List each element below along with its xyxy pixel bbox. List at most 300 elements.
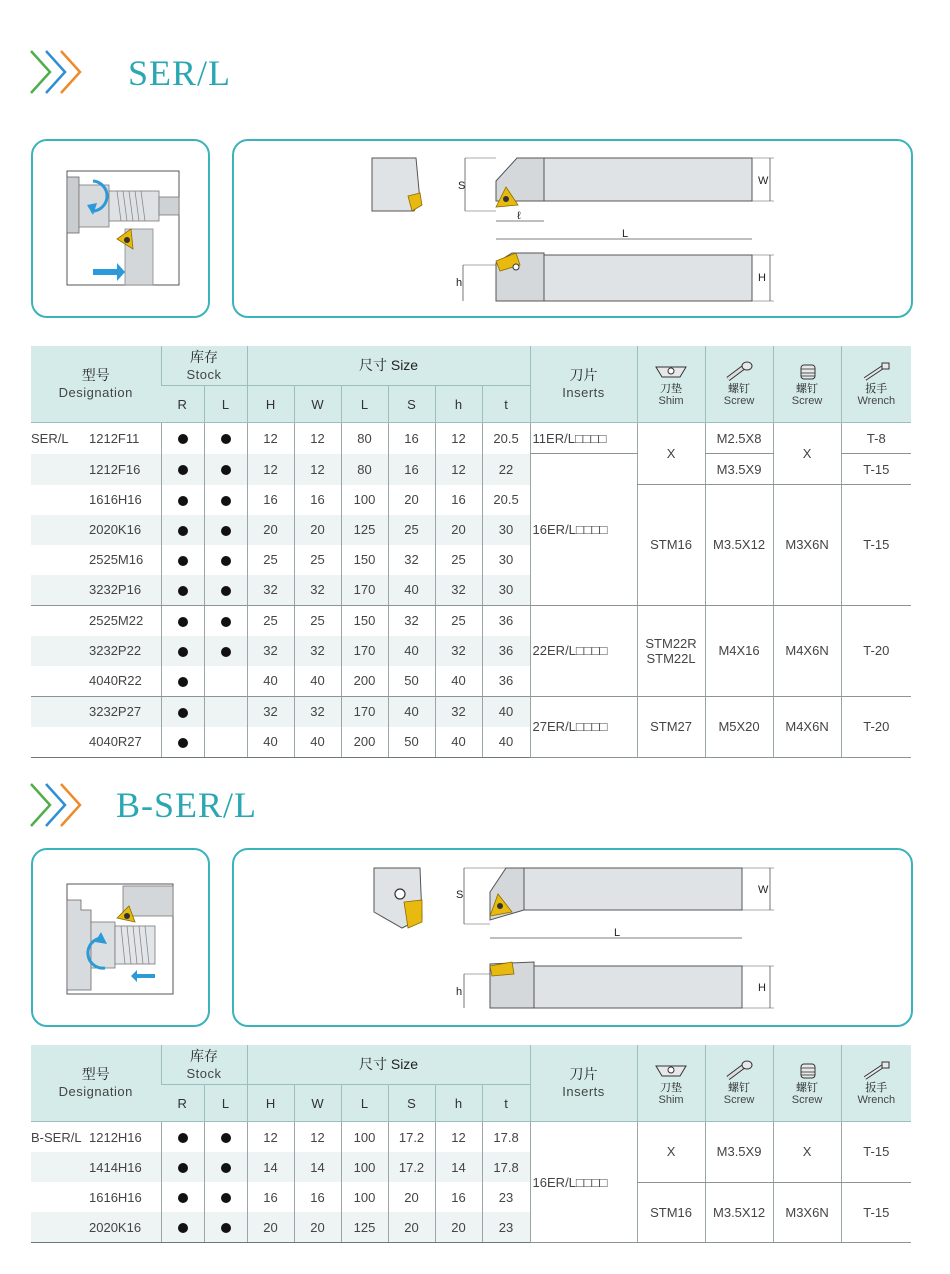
in-stock-dot-icon xyxy=(178,526,188,536)
dimension-cell: 17.8 xyxy=(482,1152,530,1182)
screw-header xyxy=(705,346,773,423)
inserts-header-cn: 刀片 xyxy=(569,1066,598,1082)
dimension-cell: 20 xyxy=(388,1212,435,1243)
dimension-cell: 20 xyxy=(388,485,435,515)
stock-l-cell xyxy=(204,454,247,485)
dimension-cell: 36 xyxy=(482,666,530,697)
dimension-cell: 25 xyxy=(294,545,341,575)
shim-cell: X xyxy=(637,1122,705,1183)
dim-label: W xyxy=(311,396,324,412)
shim-cell: X xyxy=(637,423,705,485)
dimension-cell: 17.8 xyxy=(482,1122,530,1153)
dim-label: S xyxy=(407,396,416,412)
wrench-header xyxy=(841,346,911,423)
designation-header xyxy=(31,346,161,423)
dimension-cell: 32 xyxy=(388,605,435,636)
screw-header xyxy=(705,1045,773,1122)
screw-header-en: Screw xyxy=(723,395,755,407)
dimension-cell: 32 xyxy=(247,636,294,666)
dimension-cell: 30 xyxy=(482,545,530,575)
dimension-cell: 36 xyxy=(482,605,530,636)
in-stock-dot-icon xyxy=(221,1223,231,1233)
svg-text:S: S xyxy=(458,180,466,192)
stock-r-cell xyxy=(161,1152,204,1182)
dim-header xyxy=(341,1085,388,1122)
wrench-cell: T-20 xyxy=(841,696,911,757)
stock-r-cell xyxy=(161,727,204,758)
dim-header xyxy=(435,1085,482,1122)
model-code: 1616H16 xyxy=(89,492,142,507)
stock-r-cell xyxy=(161,605,204,636)
dimension-cell: 12 xyxy=(435,1122,482,1153)
svg-text:h: h xyxy=(456,986,463,998)
table-row xyxy=(31,423,911,454)
series-prefix: SER/L xyxy=(31,430,69,446)
svg-text:S: S xyxy=(456,889,464,901)
dim-label: H xyxy=(265,1095,276,1111)
spec-table-bser xyxy=(31,1045,911,1243)
in-stock-dot-icon xyxy=(178,1223,188,1233)
size-header xyxy=(247,1045,530,1085)
stock-header-cn: 库存 xyxy=(190,1047,218,1064)
dimension-cell: 22 xyxy=(482,454,530,485)
model-code: 2020K16 xyxy=(89,1219,142,1235)
dimension-diagram-panel xyxy=(232,848,913,1027)
dimension-cell: 40 xyxy=(294,727,341,758)
dim-header xyxy=(247,386,294,423)
designation-cell xyxy=(31,1212,161,1243)
inserts-cell: 16ER/L□□□□ xyxy=(530,1122,637,1243)
shim-header-cn: 刀垫 xyxy=(660,383,683,395)
toolholder-dimension-diagram xyxy=(234,850,911,1025)
screw-cell: M3.5X12 xyxy=(705,1182,773,1243)
model-code: 3232P27 xyxy=(89,704,142,719)
chevron-logo-icon xyxy=(28,48,90,96)
stock-r-cell xyxy=(161,575,204,606)
wrench-header-cn: 扳手 xyxy=(865,1082,888,1094)
in-stock-dot-icon xyxy=(178,708,188,718)
screw-cell: M2.5X8 xyxy=(705,423,773,454)
screw2-cell: X xyxy=(773,423,841,485)
dimension-cell: 12 xyxy=(435,454,482,485)
stock-l-cell xyxy=(204,1122,247,1153)
dimension-cell: 32 xyxy=(247,696,294,727)
dimension-cell: 125 xyxy=(341,515,388,545)
screw2-header-cn: 螺钉 xyxy=(796,383,819,395)
model-code: 2525M22 xyxy=(89,613,144,628)
dimension-cell: 20 xyxy=(435,1212,482,1243)
dimension-cell: 36 xyxy=(482,636,530,666)
dimension-cell: 25 xyxy=(388,515,435,545)
shim-header-en: Shim xyxy=(658,1094,684,1106)
screw2-cell: M4X6N xyxy=(773,696,841,757)
model-code: 1212F11 xyxy=(89,430,140,446)
screw2-header-en: Screw xyxy=(791,395,823,407)
wrench-icon xyxy=(842,361,912,383)
dimension-cell: 32 xyxy=(294,696,341,727)
dimension-cell: 20 xyxy=(294,1212,341,1243)
designation-cell xyxy=(31,666,161,697)
stock-l-cell xyxy=(204,636,247,666)
designation-cell xyxy=(31,1122,161,1153)
dimension-cell: 40 xyxy=(482,727,530,758)
in-stock-dot-icon xyxy=(178,1163,188,1173)
dimension-cell: 50 xyxy=(388,727,435,758)
in-stock-dot-icon xyxy=(178,738,188,748)
dimension-cell: 50 xyxy=(388,666,435,697)
screw2-header xyxy=(773,1045,841,1122)
dimension-cell: 20 xyxy=(247,515,294,545)
screw-cell: M5X20 xyxy=(705,696,773,757)
svg-text:L: L xyxy=(614,927,621,939)
screw2-header-en: Screw xyxy=(791,1094,823,1106)
in-stock-dot-icon xyxy=(178,434,188,444)
dim-header xyxy=(388,1085,435,1122)
model-code: 2020K16 xyxy=(89,522,142,537)
svg-text:h: h xyxy=(456,277,463,289)
designation-cell xyxy=(31,605,161,636)
dimension-cell: 16 xyxy=(388,423,435,454)
dimension-cell: 12 xyxy=(247,454,294,485)
series-prefix: B-SER/L xyxy=(31,1129,82,1145)
dimension-cell: 32 xyxy=(435,696,482,727)
table-row xyxy=(31,1122,911,1153)
dimension-cell: 20 xyxy=(247,1212,294,1243)
stock-header-cn: 库存 xyxy=(190,348,218,365)
dimension-cell: 200 xyxy=(341,727,388,758)
designation-cell xyxy=(31,545,161,575)
dimension-cell: 16 xyxy=(294,1182,341,1212)
dim-header xyxy=(435,386,482,423)
table-header-row xyxy=(31,346,911,386)
dimension-cell: 40 xyxy=(247,727,294,758)
table-row xyxy=(31,605,911,636)
dimension-cell: 20 xyxy=(388,1182,435,1212)
dimension-cell: 40 xyxy=(294,666,341,697)
shim-cell: STM16 xyxy=(637,485,705,606)
stock-l-cell xyxy=(204,605,247,636)
shim-icon xyxy=(638,361,705,383)
inserts-header xyxy=(530,346,637,423)
stock-r-header xyxy=(161,1085,204,1122)
wrench-cell: T-20 xyxy=(841,605,911,696)
in-stock-dot-icon xyxy=(178,586,188,596)
dimension-cell: 12 xyxy=(247,423,294,454)
wrench-cell: T-8 xyxy=(841,423,911,454)
in-stock-dot-icon xyxy=(178,647,188,657)
dimension-cell: 40 xyxy=(435,666,482,697)
dimension-cell: 100 xyxy=(341,1122,388,1153)
size-header xyxy=(247,346,530,386)
in-stock-dot-icon xyxy=(221,556,231,566)
dimension-cell: 20 xyxy=(294,515,341,545)
designation-cell xyxy=(31,515,161,545)
screw2-cell: M4X6N xyxy=(773,605,841,696)
dimension-cell: 40 xyxy=(388,636,435,666)
dimension-cell: 14 xyxy=(435,1152,482,1182)
model-code: 4040R22 xyxy=(89,673,142,688)
in-stock-dot-icon xyxy=(221,496,231,506)
designation-cell xyxy=(31,423,161,454)
designation-header xyxy=(31,1045,161,1122)
inserts-header-en: Inserts xyxy=(562,385,605,400)
dimension-cell: 40 xyxy=(482,696,530,727)
dim-label: W xyxy=(311,1095,324,1111)
dimension-cell: 170 xyxy=(341,575,388,606)
stock-r-cell xyxy=(161,636,204,666)
threading-illustration xyxy=(33,141,208,316)
inserts-header xyxy=(530,1045,637,1122)
dimension-cell: 170 xyxy=(341,696,388,727)
wrench-icon xyxy=(842,1060,912,1082)
screw-icon xyxy=(706,1060,773,1082)
stock-l-label: L xyxy=(221,1095,230,1111)
designation-cell xyxy=(31,636,161,666)
dimension-cell: 32 xyxy=(388,545,435,575)
shim-screw-icon xyxy=(774,361,841,383)
stock-r-cell xyxy=(161,423,204,454)
designation-header-cn: 型号 xyxy=(81,1066,110,1082)
in-stock-dot-icon xyxy=(221,617,231,627)
in-stock-dot-icon xyxy=(178,496,188,506)
dimension-cell: 100 xyxy=(341,1182,388,1212)
dim-header xyxy=(388,386,435,423)
model-code: 1414H16 xyxy=(89,1159,142,1175)
stock-r-cell xyxy=(161,666,204,697)
in-stock-dot-icon xyxy=(221,1193,231,1203)
in-stock-dot-icon xyxy=(178,465,188,475)
stock-r-cell xyxy=(161,1212,204,1243)
dimension-cell: 25 xyxy=(435,545,482,575)
stock-r-cell xyxy=(161,454,204,485)
screw2-cell: M3X6N xyxy=(773,1182,841,1243)
model-code: 1212F16 xyxy=(89,461,141,477)
screw2-header xyxy=(773,346,841,423)
stock-l-cell xyxy=(204,515,247,545)
stock-r-cell xyxy=(161,696,204,727)
stock-l-cell xyxy=(204,485,247,515)
stock-l-cell xyxy=(204,696,247,727)
screw-icon xyxy=(706,361,773,383)
dim-header xyxy=(294,1085,341,1122)
stock-l-cell xyxy=(204,1152,247,1182)
svg-text:W: W xyxy=(758,884,769,896)
in-stock-dot-icon xyxy=(221,1133,231,1143)
stock-l-header xyxy=(204,386,247,423)
dimension-cell: 16 xyxy=(294,485,341,515)
svg-text:H: H xyxy=(758,982,766,994)
threading-illustration xyxy=(33,850,208,1025)
dimension-cell: 170 xyxy=(341,636,388,666)
dimension-cell: 25 xyxy=(247,605,294,636)
designation-cell xyxy=(31,1152,161,1182)
screw-header-cn: 螺钉 xyxy=(728,383,751,395)
in-stock-dot-icon xyxy=(221,465,231,475)
svg-text:W: W xyxy=(758,175,769,187)
wrench-cell: T-15 xyxy=(841,485,911,606)
dimension-cell: 30 xyxy=(482,515,530,545)
shim-screw-icon xyxy=(774,1060,841,1082)
dimension-cell: 40 xyxy=(247,666,294,697)
model-code: 2525M16 xyxy=(89,552,144,567)
in-stock-dot-icon xyxy=(178,1133,188,1143)
dimension-cell: 40 xyxy=(435,727,482,758)
stock-l-cell xyxy=(204,1182,247,1212)
dim-label: h xyxy=(454,396,463,412)
screw-cell: M3.5X9 xyxy=(705,454,773,485)
wrench-header xyxy=(841,1045,911,1122)
dim-label: t xyxy=(504,1095,508,1111)
wrench-header-cn: 扳手 xyxy=(865,383,888,395)
dimension-cell: 32 xyxy=(294,636,341,666)
dimension-cell: 32 xyxy=(435,636,482,666)
stock-r-cell xyxy=(161,1122,204,1153)
dimension-cell: 20 xyxy=(435,515,482,545)
dimension-cell: 23 xyxy=(482,1212,530,1243)
designation-header-en: Designation xyxy=(58,1084,133,1099)
dimension-cell: 32 xyxy=(435,575,482,606)
operation-illustration-panel xyxy=(31,848,210,1027)
stock-r-label: R xyxy=(177,396,187,412)
dimension-cell: 12 xyxy=(435,423,482,454)
screw-cell: M3.5X12 xyxy=(705,485,773,606)
wrench-cell: T-15 xyxy=(841,1122,911,1183)
stock-r-cell xyxy=(161,485,204,515)
model-code: 1616H16 xyxy=(89,1189,142,1205)
dimension-cell: 16 xyxy=(247,1182,294,1212)
stock-l-cell xyxy=(204,575,247,606)
designation-header-en: Designation xyxy=(58,385,133,400)
dimension-cell: 16 xyxy=(435,1182,482,1212)
dimension-cell: 150 xyxy=(341,545,388,575)
stock-r-label: R xyxy=(177,1095,187,1111)
inserts-cell: 22ER/L□□□□ xyxy=(530,605,637,696)
dimension-cell: 14 xyxy=(294,1152,341,1182)
dimension-cell: 100 xyxy=(341,485,388,515)
dim-header xyxy=(341,386,388,423)
dimension-cell: 200 xyxy=(341,666,388,697)
size-header: 尺寸 Size xyxy=(358,1056,419,1072)
size-header: 尺寸 Size xyxy=(358,357,419,373)
dimension-cell: 80 xyxy=(341,454,388,485)
dim-header xyxy=(247,1085,294,1122)
dimension-cell: 100 xyxy=(341,1152,388,1182)
shim-header-cn: 刀垫 xyxy=(660,1082,683,1094)
stock-l-cell xyxy=(204,1212,247,1243)
section-title: B-SER/L xyxy=(116,785,258,825)
screw-header-en: Screw xyxy=(723,1094,755,1106)
dimension-cell: 12 xyxy=(294,423,341,454)
dimension-cell: 14 xyxy=(247,1152,294,1182)
dimension-cell: 12 xyxy=(294,454,341,485)
table-row xyxy=(31,1182,911,1212)
in-stock-dot-icon xyxy=(178,617,188,627)
dim-label: L xyxy=(360,396,369,412)
inserts-cell: 16ER/L□□□□ xyxy=(530,454,637,606)
dim-header xyxy=(482,1085,530,1122)
section-title: SER/L xyxy=(128,53,232,93)
table-row xyxy=(31,696,911,727)
dim-header xyxy=(482,386,530,423)
dim-label: H xyxy=(265,396,276,412)
stock-header xyxy=(161,1045,247,1085)
in-stock-dot-icon xyxy=(221,434,231,444)
table-header-row xyxy=(31,1045,911,1085)
in-stock-dot-icon xyxy=(178,677,188,687)
shim-cell: STM22R STM22L xyxy=(637,605,705,696)
wrench-cell: T-15 xyxy=(841,454,911,485)
stock-l-header xyxy=(204,1085,247,1122)
inserts-cell: 27ER/L□□□□ xyxy=(530,696,637,757)
screw2-cell: X xyxy=(773,1122,841,1183)
designation-cell xyxy=(31,1182,161,1212)
dimension-cell: 25 xyxy=(247,545,294,575)
inserts-header-cn: 刀片 xyxy=(569,367,598,383)
dimension-cell: 150 xyxy=(341,605,388,636)
screw2-header-cn: 螺钉 xyxy=(796,1082,819,1094)
dim-label: S xyxy=(407,1095,416,1111)
stock-r-header xyxy=(161,386,204,423)
stock-l-cell xyxy=(204,727,247,758)
screw-header-cn: 螺钉 xyxy=(728,1082,751,1094)
in-stock-dot-icon xyxy=(178,1193,188,1203)
shim-cell: STM27 xyxy=(637,696,705,757)
stock-header-en: Stock xyxy=(186,1065,222,1081)
dim-label: t xyxy=(504,396,508,412)
dimension-cell: 80 xyxy=(341,423,388,454)
svg-text:H: H xyxy=(758,272,766,284)
model-code: 1212H16 xyxy=(89,1129,142,1145)
spec-table-ser xyxy=(31,346,911,758)
dimension-cell: 30 xyxy=(482,575,530,606)
shim-cell: STM16 xyxy=(637,1182,705,1243)
shim-header xyxy=(637,346,705,423)
designation-header-cn: 型号 xyxy=(81,367,110,383)
dimension-cell: 32 xyxy=(247,575,294,606)
shim-header xyxy=(637,1045,705,1122)
designation-cell xyxy=(31,727,161,758)
stock-l-label: L xyxy=(221,396,230,412)
dimension-cell: 16 xyxy=(388,454,435,485)
inserts-cell: 11ER/L□□□□ xyxy=(530,423,637,454)
dimension-cell: 12 xyxy=(294,1122,341,1153)
dimension-cell: 125 xyxy=(341,1212,388,1243)
dimension-cell: 23 xyxy=(482,1182,530,1212)
dimension-cell: 17.2 xyxy=(388,1152,435,1182)
toolholder-dimension-diagram xyxy=(234,141,911,316)
screw-cell: M4X16 xyxy=(705,605,773,696)
shim-header-en: Shim xyxy=(658,395,684,407)
wrench-cell: T-15 xyxy=(841,1182,911,1243)
inserts-header-en: Inserts xyxy=(562,1084,605,1099)
stock-r-cell xyxy=(161,515,204,545)
model-code: 3232P16 xyxy=(89,582,142,597)
in-stock-dot-icon xyxy=(178,556,188,566)
dim-header xyxy=(294,386,341,423)
dim-label: h xyxy=(454,1095,463,1111)
stock-header xyxy=(161,346,247,386)
designation-cell xyxy=(31,575,161,606)
stock-l-cell xyxy=(204,545,247,575)
dimension-cell: 25 xyxy=(435,605,482,636)
designation-cell xyxy=(31,454,161,485)
in-stock-dot-icon xyxy=(221,647,231,657)
stock-l-cell xyxy=(204,423,247,454)
stock-l-cell xyxy=(204,666,247,697)
svg-text:L: L xyxy=(622,228,629,240)
operation-illustration-panel xyxy=(31,139,210,318)
dimension-diagram-panel xyxy=(232,139,913,318)
